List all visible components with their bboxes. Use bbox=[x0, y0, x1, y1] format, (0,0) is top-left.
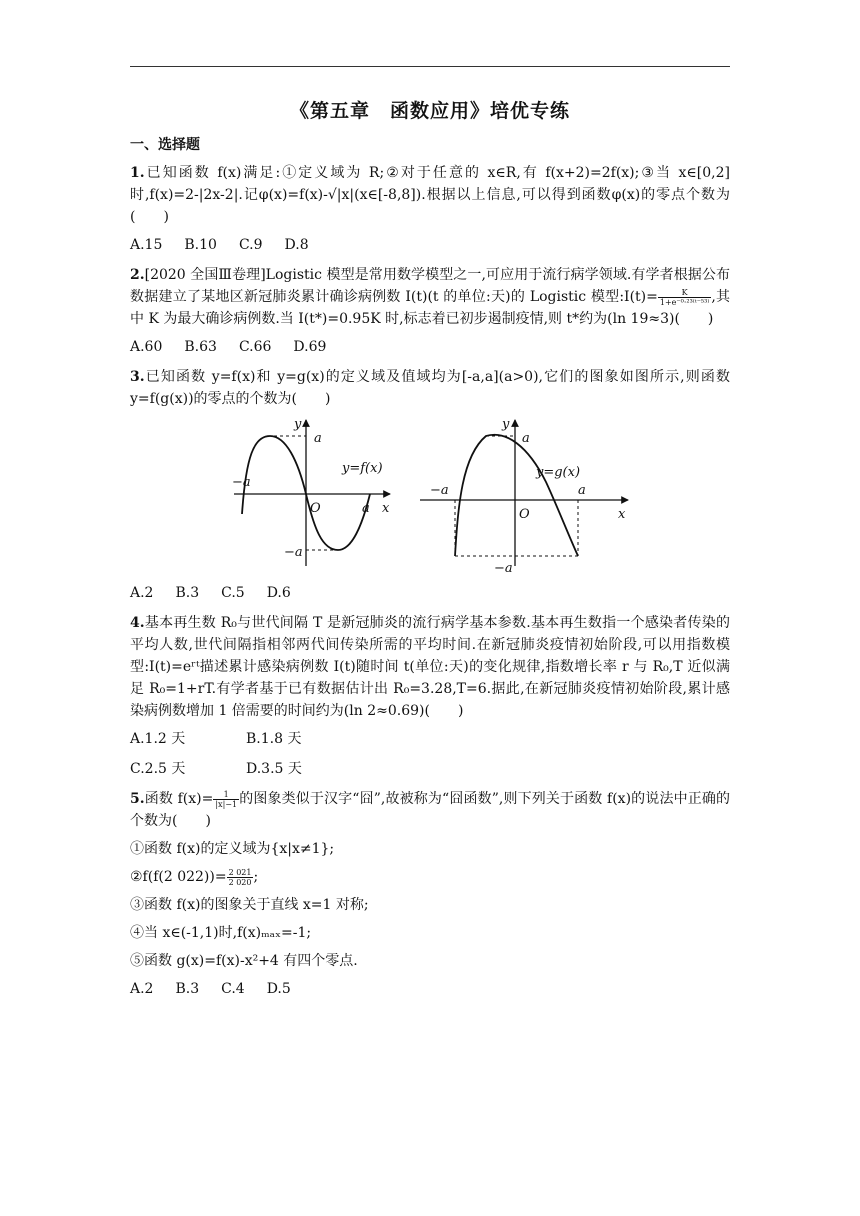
worksheet bbox=[130, 100, 730, 1008]
neg-a-bottom-label: −a bbox=[284, 545, 303, 560]
fraction-numerator: 1 bbox=[213, 790, 239, 800]
statement-1: ①函数 f(x)的定义域为{x|x≠1}; bbox=[130, 841, 335, 857]
option-c: C.9 bbox=[238, 237, 263, 253]
graph-g bbox=[418, 416, 633, 576]
question-number: 5. bbox=[130, 791, 145, 807]
axis-y-label: y bbox=[502, 417, 510, 432]
options-q1 bbox=[130, 234, 730, 256]
option-d: D.69 bbox=[293, 339, 327, 355]
statement-2 bbox=[130, 866, 730, 888]
options-q3 bbox=[130, 582, 730, 604]
figures-q3 bbox=[130, 416, 730, 576]
origin-label: O bbox=[310, 501, 321, 516]
question-4 bbox=[130, 612, 730, 722]
fraction-numerator: 2 021 bbox=[228, 867, 252, 877]
fraction-denominator: 2 020 bbox=[228, 877, 252, 887]
section-heading: 一、选择题 bbox=[130, 137, 200, 153]
header-rule bbox=[130, 66, 730, 67]
option-b: B.10 bbox=[184, 237, 217, 253]
statement-5: ⑤函数 g(x)=f(x)-x²+4 有四个零点. bbox=[130, 953, 358, 969]
question-text: 已知函数 y=f(x)和 y=g(x)的定义域及值域均为[-a,a](a>0),它们的图象如图所示,则函数 y=f(g(x))的零点的个数为( ) bbox=[130, 369, 730, 407]
question-5 bbox=[130, 788, 730, 832]
statement-fraction bbox=[227, 868, 254, 887]
question-number: 3. bbox=[130, 369, 145, 385]
option-b: B.63 bbox=[184, 339, 217, 355]
fraction-numerator: K bbox=[658, 288, 711, 298]
question-1 bbox=[130, 162, 730, 228]
question-2 bbox=[130, 264, 730, 330]
option-d: D.6 bbox=[266, 585, 291, 601]
statement-text-end: ; bbox=[253, 869, 259, 885]
option-b: B.3 bbox=[175, 585, 200, 601]
option-a: A.1.2 天 bbox=[130, 731, 186, 747]
question-3 bbox=[130, 366, 730, 410]
fraction-denominator: |x|−1 bbox=[215, 799, 238, 809]
question-text: [2020 全国Ⅲ卷理]Logistic 模型是常用数学模型之一,可应用于流行病学领域.有学者根据公布数据建立了某地区新冠肺炎累计确诊病例数 I(t)(t 的单位:天)的 Logistic 模型:I(t)= bbox=[130, 267, 730, 305]
options-q4-row2 bbox=[130, 758, 730, 780]
question-text: 已知函数 f(x)满足:①定义域为 R;②对于任意的 x∈R,有 f(x+2)=2f(x);③当 x∈[0,2]时,f(x)=2-|2x-2|.记φ(x)=f(x)-√|x|(x∈[-8,8]).根据以上信息,可以得到函数φ(x)的零点个数为( ) bbox=[130, 165, 730, 225]
options-q2 bbox=[130, 336, 730, 358]
option-c: C.66 bbox=[238, 339, 272, 355]
a-right-label: a bbox=[362, 501, 370, 516]
statement-3: ③函数 f(x)的图象关于直线 x=1 对称; bbox=[130, 897, 369, 913]
option-a: A.60 bbox=[130, 339, 163, 355]
question-number: 2. bbox=[130, 267, 145, 283]
question-text-cont: 的图象类似于汉字“囧”,故被称为“囧函数”,则下列关于函数 f(x)的说法中正确的个数为( ) bbox=[130, 791, 730, 829]
option-d: D.3.5 天 bbox=[246, 761, 302, 777]
a-top-label: a bbox=[314, 431, 322, 446]
page-title: 《第五章 函数应用》培优专练 bbox=[289, 100, 570, 122]
option-b: B.1.8 天 bbox=[246, 731, 302, 747]
origin-label: O bbox=[519, 507, 530, 522]
question-text: 基本再生数 R₀与世代间隔 T 是新冠肺炎的流行病学基本参数.基本再生数指一个感染者传染的平均人数,世代间隔指相邻两代间传染所需的平均时间.在新冠肺炎疫情初始阶段,可以用指数模型:I(t)=eʳᵗ描述累计感染病例数 I(t)随时间 t(单位:天)的变化规律,指数增长率 r 与 R₀,T 近似满足 R₀=1+rT.有学者基于已有数据估计出 R₀=3.28,T=6.据此,在新冠肺炎疫情初始阶段,累计感染病例数增加 1 倍需要的时间约为(ln 2≈0.69)( ) bbox=[130, 615, 730, 719]
question-number: 4. bbox=[130, 615, 145, 631]
option-d: D.5 bbox=[266, 981, 291, 997]
graph-f bbox=[230, 416, 400, 576]
options-q5 bbox=[130, 978, 730, 1000]
a-top-label: a bbox=[522, 431, 530, 446]
neg-a-left-label: −a bbox=[430, 483, 449, 498]
axis-x-label: x bbox=[382, 501, 390, 516]
curve-label: y=f(x) bbox=[342, 461, 383, 476]
function-fraction bbox=[213, 790, 239, 809]
question-text: 函数 f(x)= bbox=[144, 791, 214, 807]
option-d: D.8 bbox=[284, 237, 309, 253]
fraction-denominator: 1+e⁻⁰·²³⁽ᵗ⁻⁵³⁾ bbox=[659, 297, 710, 307]
axis-y-label: y bbox=[294, 417, 302, 432]
statement-text: ②f(f(2 022))= bbox=[130, 869, 227, 885]
axis-x-label: x bbox=[618, 507, 626, 522]
curve-label: y=g(x) bbox=[536, 465, 581, 480]
options-q4-row1 bbox=[130, 728, 730, 750]
logistic-fraction bbox=[658, 288, 711, 307]
neg-a-left-label: −a bbox=[232, 475, 251, 490]
statement-4: ④当 x∈(-1,1)时,f(x)ₘₐₓ=-1; bbox=[130, 925, 312, 941]
option-c: C.5 bbox=[221, 585, 245, 601]
option-b: B.3 bbox=[175, 981, 200, 997]
option-c: C.4 bbox=[221, 981, 245, 997]
option-c: C.2.5 天 bbox=[130, 761, 186, 777]
option-a: A.2 bbox=[130, 981, 154, 997]
question-text-cont: ,其中 K 为最大确诊病例数.当 I(t*)=0.95K 时,标志着已初步遏制疫情,则 t*约为(ln 19≈3)( ) bbox=[130, 289, 731, 327]
option-a: A.2 bbox=[130, 585, 154, 601]
a-right-label: a bbox=[578, 483, 586, 498]
neg-a-bottom-label: −a bbox=[494, 561, 513, 576]
option-a: A.15 bbox=[130, 237, 163, 253]
question-number: 1. bbox=[130, 165, 145, 181]
